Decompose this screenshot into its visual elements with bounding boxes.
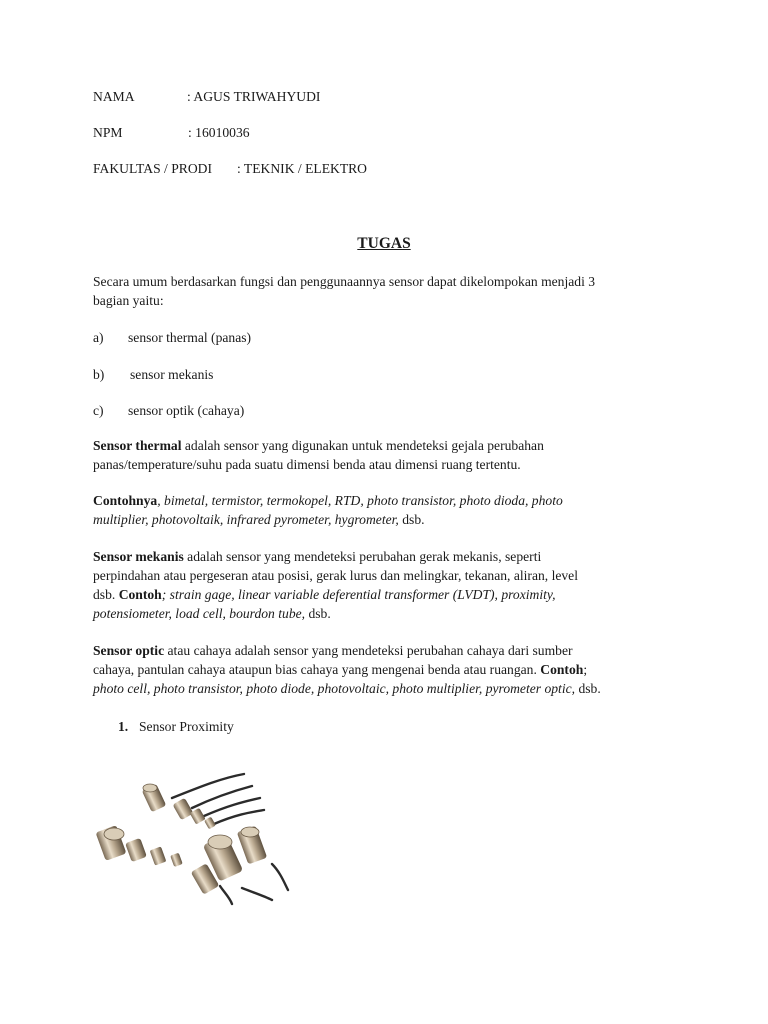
intro-line: Secara umum berdasarkan fungsi dan penggunaannya sensor dapat dikelompokan menjadi 3 bbox=[93, 274, 596, 289]
list-item: sensor thermal (panas) bbox=[128, 330, 252, 345]
optic-text: atau cahaya adalah sensor yang mendeteksi perubahan cahaya dari sumber bbox=[164, 643, 573, 658]
fakultas-value: : TEKNIK / ELEKTRO bbox=[237, 161, 368, 176]
optic-term: Sensor optic bbox=[93, 643, 165, 658]
thermal-examples bbox=[93, 491, 678, 529]
nama-value: : AGUS TRIWAHYUDI bbox=[187, 89, 321, 104]
page-title: TUGAS bbox=[357, 235, 411, 252]
examples-tail: dsb. bbox=[575, 681, 601, 696]
npm-label: NPM bbox=[93, 125, 123, 140]
examples-text: potensiometer, load cell, bourdon tube, bbox=[93, 606, 306, 621]
nama-label: NAMA bbox=[93, 89, 135, 104]
examples-text: multiplier, photovoltaik, infrared pyrometer, hygrometer, bbox=[93, 512, 399, 527]
list-marker: c) bbox=[93, 403, 104, 418]
numbered-marker: 1. bbox=[118, 719, 129, 734]
numbered-item: Sensor Proximity bbox=[139, 719, 234, 734]
optic-paragraph bbox=[93, 641, 678, 698]
list-marker: a) bbox=[93, 330, 104, 345]
intro-line: bagian yaitu: bbox=[93, 293, 164, 308]
thermal-paragraph bbox=[93, 436, 678, 474]
thermal-text: panas/temperature/suhu pada suatu dimensi benda atau dimensi ruang tertentu. bbox=[93, 457, 521, 472]
contoh-label: Contoh bbox=[540, 662, 584, 677]
examples-text: photo cell, photo transistor, photo diode, photovoltaic, photo multiplier, pyrometer optic, bbox=[93, 681, 576, 696]
mekanis-text: adalah sensor yang mendeteksi perubahan gerak mekanis, seperti bbox=[183, 549, 542, 564]
examples-text: ; strain gage, linear variable deferential transformer ( bbox=[161, 587, 458, 602]
mekanis-term: Sensor mekanis bbox=[93, 549, 184, 564]
intro-paragraph bbox=[93, 272, 678, 310]
lvdt-text: LVDT bbox=[457, 587, 491, 602]
mekanis-text: perpindahan atau pergeseran atau posisi, gerak lurus dan melingkar, tekanan, aliran, level bbox=[93, 568, 578, 583]
examples-tail: dsb. bbox=[305, 606, 331, 621]
thermal-text: adalah sensor yang digunakan untuk mendeteksi gejala perubahan bbox=[181, 438, 544, 453]
mekanis-text: dsb. bbox=[93, 587, 119, 602]
optic-text: cahaya, pantulan cahaya ataupun bias cahaya yang mengenai benda atau ruangan. bbox=[93, 662, 541, 677]
fakultas-label: FAKULTAS / PRODI bbox=[93, 161, 213, 176]
contoh-sep: ; bbox=[583, 662, 588, 677]
list-item: sensor mekanis bbox=[130, 367, 214, 382]
list-marker: b) bbox=[93, 367, 105, 382]
contoh-label: Contohnya bbox=[93, 493, 158, 508]
list-item: sensor optik (cahaya) bbox=[128, 403, 245, 418]
npm-value: : 16010036 bbox=[188, 125, 250, 140]
mekanis-paragraph bbox=[93, 547, 678, 623]
examples-text: , bimetal, termistor, termokopel, RTD, photo transistor, photo dioda, photo bbox=[157, 493, 563, 508]
examples-tail: dsb. bbox=[398, 512, 425, 527]
examples-text: ), proximity, bbox=[490, 587, 556, 602]
thermal-term: Sensor thermal bbox=[93, 438, 182, 453]
proximity-sensors-photo bbox=[92, 768, 292, 908]
contoh-label: Contoh bbox=[118, 587, 162, 602]
